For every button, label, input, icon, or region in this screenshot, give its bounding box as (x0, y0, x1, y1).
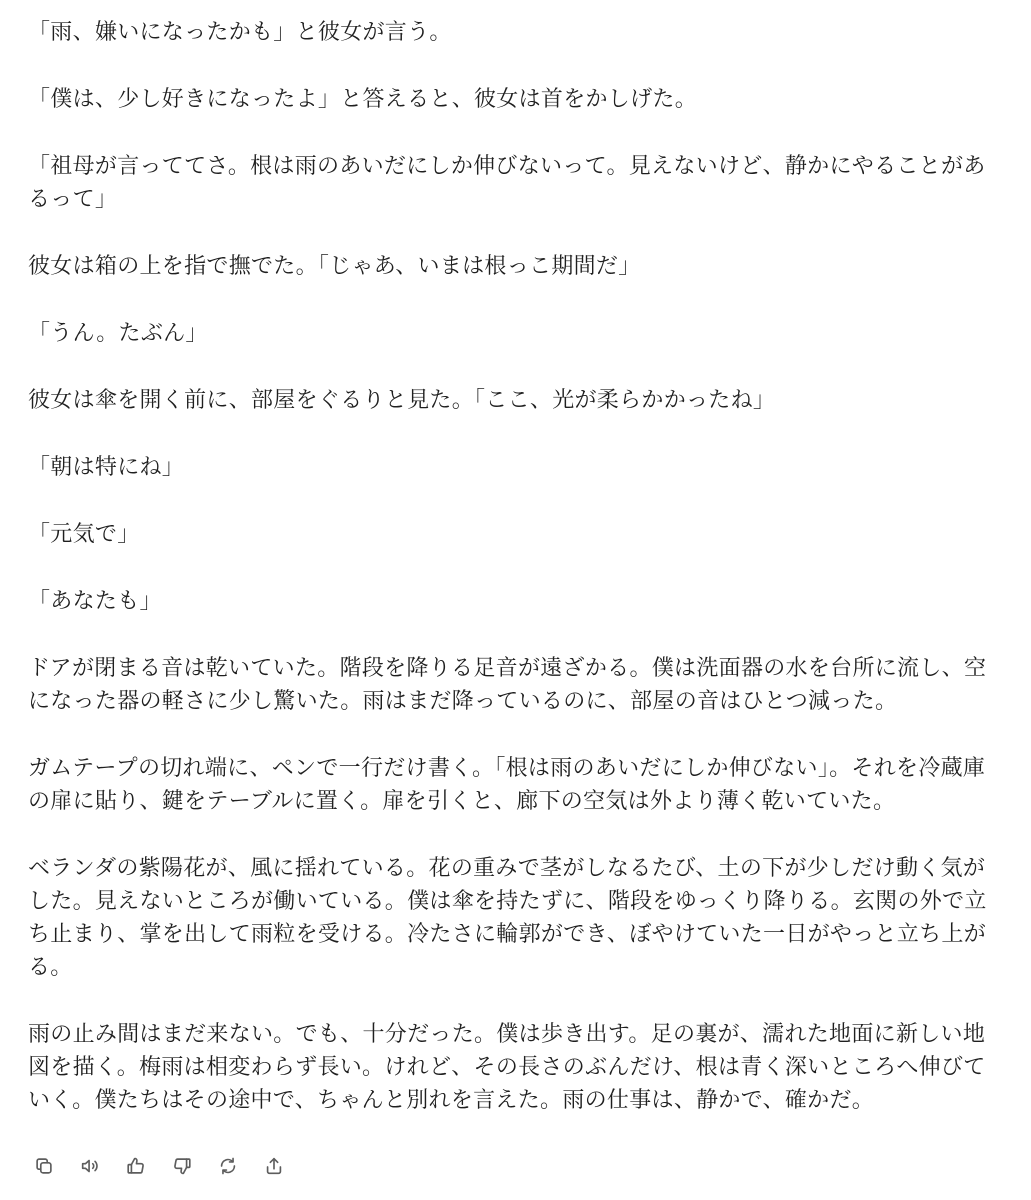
copy-button[interactable] (28, 1150, 60, 1182)
message-paragraph: 彼女は傘を開く前に、部屋をぐるりと見た。「ここ、光が柔らかかったね」 (28, 388, 776, 413)
read-aloud-button[interactable] (74, 1150, 106, 1182)
message-paragraph: 「あなたも」 (28, 589, 162, 614)
message-paragraph: 「朝は特にね」 (28, 455, 185, 480)
message-paragraph: 「雨、嫌いになったかも」と彼女が言う。 (28, 20, 452, 45)
share-icon (263, 1155, 285, 1177)
regenerate-icon (217, 1155, 239, 1177)
assistant-message (28, 16, 1003, 1117)
message-paragraph: 雨の止み間はまだ来ない。でも、十分だった。僕は歩き出す。足の裏が、濡れた地面に新しい地図を描く。梅雨は相変わらず長い。けれど、その長さのぶんだけ、根は青く深いところへ伸びていく。僕たちはその途中で、ちゃんと別れを言えた。雨の仕事は、静かで、確かだ。 (28, 1022, 986, 1113)
message-action-bar (28, 1150, 290, 1182)
message-paragraph: ドアが閉まる音は乾いていた。階段を降りる足音が遠ざかる。僕は洗面器の水を台所に流し、空になった器の軽さに少し驚いた。雨はまだ降っているのに、部屋の音はひとつ減った。 (28, 656, 987, 714)
copy-icon (33, 1155, 55, 1177)
share-button[interactable] (258, 1150, 290, 1182)
regenerate-button[interactable] (212, 1150, 244, 1182)
message-paragraph: ベランダの紫陽花が、風に揺れている。花の重みで茎がしなるたび、土の下が少しだけ動く気がした。見えないところが働いている。僕は傘を持たずに、階段をゆっくり降りる。玄関の外で立ち止まり、掌を出して雨粒を受ける。冷たさに輪郭ができ、ぼやけていた一日がやっと立ち上がる。 (28, 856, 987, 980)
message-paragraph: 彼女は箱の上を指で撫でた。「じゃあ、いまは根っこ期間だ」 (28, 254, 641, 279)
message-paragraph: 「元気で」 (28, 522, 140, 547)
good-response-button[interactable] (120, 1150, 152, 1182)
message-paragraph: 「祖母が言っててさ。根は雨のあいだにしか伸びないって。見えないけど、静かにやることがあるって」 (28, 154, 986, 212)
message-paragraph: 「僕は、少し好きになったよ」と答えると、彼女は首をかしげた。 (28, 87, 698, 112)
bad-response-button[interactable] (166, 1150, 198, 1182)
thumbs-down-icon (171, 1155, 193, 1177)
thumbs-up-icon (125, 1155, 147, 1177)
message-paragraph: ガムテープの切れ端に、ペンで一行だけ書く。「根は雨のあいだにしか伸びない」。それを冷蔵庫の扉に貼り、鍵をテーブルに置く。扉を引くと、廊下の空気は外より薄く乾いていた。 (28, 756, 986, 814)
message-paragraph: 「うん。たぶん」 (28, 321, 208, 346)
speaker-icon (79, 1155, 101, 1177)
